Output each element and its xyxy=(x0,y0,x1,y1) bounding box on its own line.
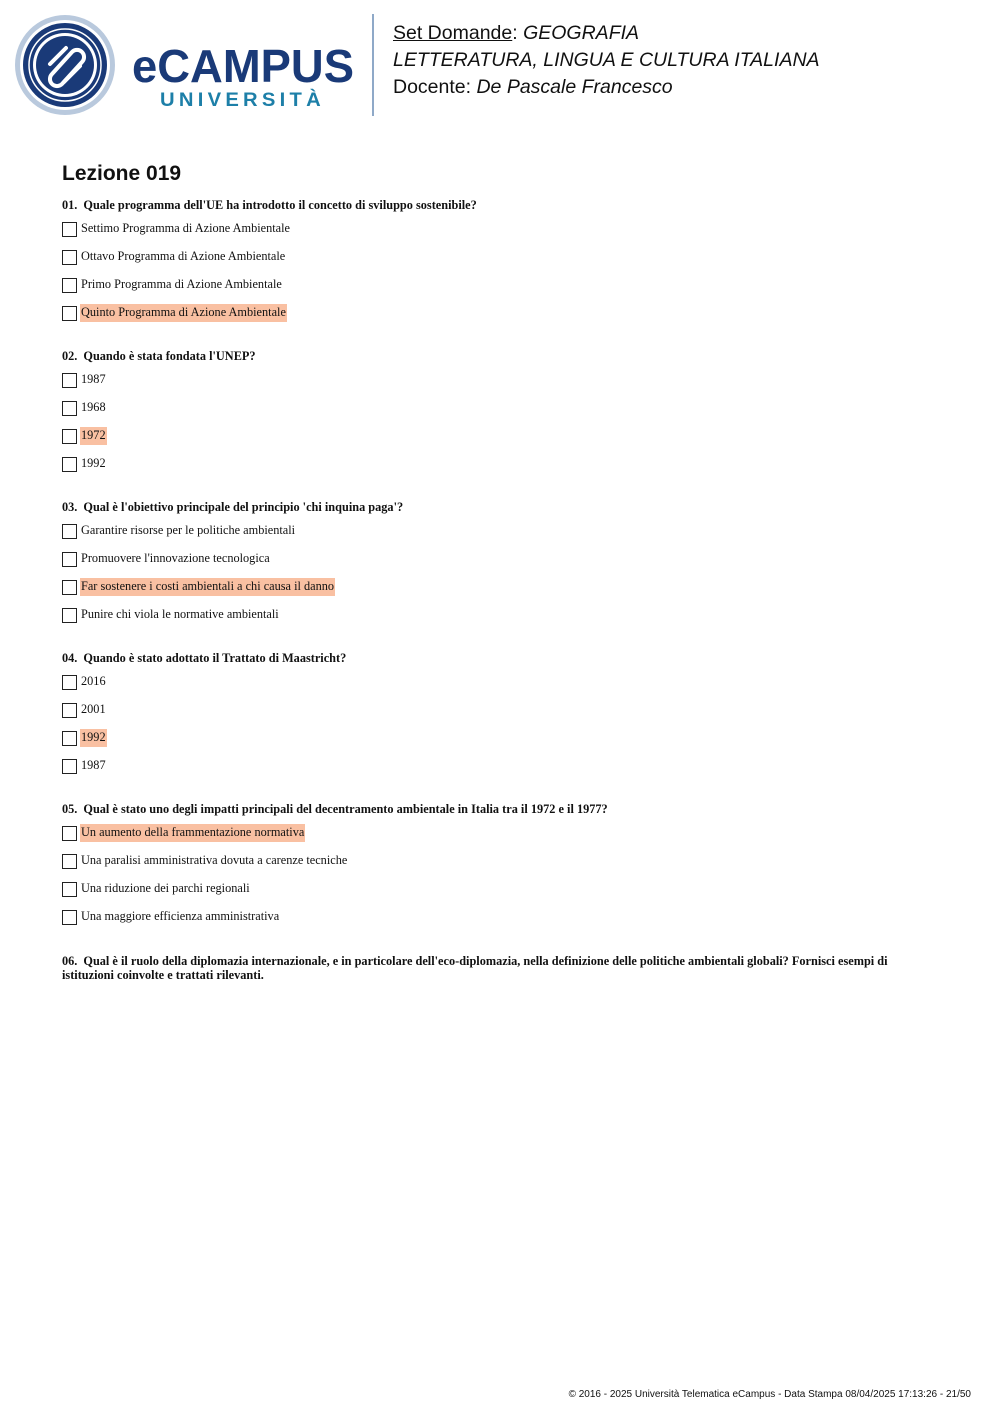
checkbox-icon[interactable] xyxy=(62,306,77,321)
course-name: LETTERATURA, LINGUA E CULTURA ITALIANA xyxy=(393,49,820,71)
answer-option[interactable] xyxy=(62,606,280,624)
svg-text:UNIVERSITÀ: UNIVERSITÀ xyxy=(160,90,316,111)
answer-option[interactable] xyxy=(62,371,107,389)
answer-option[interactable] xyxy=(62,220,291,238)
answer-option[interactable] xyxy=(62,455,107,473)
course-line xyxy=(393,47,820,74)
ecampus-seal-logo xyxy=(14,14,116,116)
question-label: Qual è il ruolo della diplomazia internazionale, e in particolare dell'eco-diplomazia, nella definizione delle politiche ambientali globali? Fornisci esempi di istituzioni coinvolte e trattati rilevanti. xyxy=(62,954,888,982)
checkbox-icon[interactable] xyxy=(62,250,77,265)
answer-option[interactable] xyxy=(62,880,251,898)
svg-text:eCAMPUS: eCAMPUS xyxy=(132,40,354,92)
question-number: 05. xyxy=(62,802,78,816)
question-text xyxy=(62,651,932,665)
answer-option-label: 2016 xyxy=(81,674,106,688)
question-number: 02. xyxy=(62,349,78,363)
answer-option[interactable] xyxy=(62,757,107,775)
question-number: 06. xyxy=(62,954,78,968)
checkbox-icon[interactable] xyxy=(62,552,77,567)
answer-option-label: Garantire risorse per le politiche ambientali xyxy=(81,523,296,537)
answer-option-label: Settimo Programma di Azione Ambientale xyxy=(81,221,291,235)
answer-option-label: 1987 xyxy=(81,758,106,772)
checkbox-icon[interactable] xyxy=(62,675,77,690)
teacher-label: Docente: xyxy=(393,76,477,98)
checkbox-icon[interactable] xyxy=(62,401,77,416)
answer-option-label: Punire chi viola le normative ambientali xyxy=(81,607,279,621)
checkbox-icon[interactable] xyxy=(62,524,77,539)
answer-option[interactable] xyxy=(62,427,107,445)
set-value: GEOGRAFIA xyxy=(523,22,640,44)
answer-option-label: Una maggiore efficienza amministrativa xyxy=(81,909,280,923)
checkbox-icon[interactable] xyxy=(62,854,77,869)
answer-option[interactable] xyxy=(62,276,283,294)
set-line xyxy=(393,20,820,47)
answer-option[interactable] xyxy=(62,701,107,719)
answer-option-label-highlighted: 1992 xyxy=(80,729,107,747)
question-text xyxy=(62,500,932,514)
question-number: 04. xyxy=(62,651,78,665)
checkbox-icon[interactable] xyxy=(62,882,77,897)
answer-option[interactable] xyxy=(62,399,107,417)
checkbox-icon[interactable] xyxy=(62,759,77,774)
set-separator: : xyxy=(512,22,524,44)
checkbox-icon[interactable] xyxy=(62,580,77,595)
answer-option[interactable] xyxy=(62,673,107,691)
checkbox-icon[interactable] xyxy=(62,278,77,293)
question-label: Qual è l'obiettivo principale del principio 'chi inquina paga'? xyxy=(83,500,404,514)
answer-option-label: Primo Programma di Azione Ambientale xyxy=(81,277,282,291)
question-label: Qual è stato uno degli impatti principali del decentramento ambientale in Italia tra il 1972 e il 1977? xyxy=(83,802,608,816)
checkbox-icon[interactable] xyxy=(62,910,77,925)
checkbox-icon[interactable] xyxy=(62,373,77,388)
answer-option-label-highlighted: Far sostenere i costi ambientali a chi causa il danno xyxy=(80,578,335,596)
checkbox-icon[interactable] xyxy=(62,703,77,718)
checkbox-icon[interactable] xyxy=(62,731,77,746)
answer-option-label: Promuovere l'innovazione tecnologica xyxy=(81,551,270,565)
answer-option[interactable] xyxy=(62,578,335,596)
checkbox-icon[interactable] xyxy=(62,826,77,841)
answer-option[interactable] xyxy=(62,550,271,568)
answer-option-label: Ottavo Programma di Azione Ambientale xyxy=(81,249,286,263)
header-divider xyxy=(372,14,374,116)
answer-option[interactable] xyxy=(62,304,287,322)
answer-option-label-highlighted: 1972 xyxy=(80,427,107,445)
answer-option-label: 1968 xyxy=(81,400,106,414)
question-text xyxy=(62,349,932,363)
checkbox-icon[interactable] xyxy=(62,429,77,444)
question-text xyxy=(62,198,932,212)
answer-option-label: Una riduzione dei parchi regionali xyxy=(81,881,250,895)
answer-option[interactable] xyxy=(62,824,305,842)
set-info xyxy=(393,20,820,101)
question-text xyxy=(62,954,932,982)
lesson-title: Lezione 019 xyxy=(62,162,182,185)
answer-option[interactable] xyxy=(62,908,280,926)
question-number: 01. xyxy=(62,198,78,212)
teacher-name: De Pascale Francesco xyxy=(476,76,673,98)
question-label: Quando è stata fondata l'UNEP? xyxy=(83,349,256,363)
ecampus-wordmark-logo xyxy=(132,40,357,112)
question-text xyxy=(62,802,932,816)
answer-option-label: 1992 xyxy=(81,456,106,470)
page-footer: © 2016 - 2025 Università Telematica eCampus - Data Stampa 08/04/2025 17:13:26 - 21/50 xyxy=(568,1389,971,1400)
answer-option-label-highlighted: Quinto Programma di Azione Ambientale xyxy=(80,304,287,322)
teacher-line xyxy=(393,74,820,101)
answer-option[interactable] xyxy=(62,522,296,540)
answer-option-label: Una paralisi amministrativa dovuta a carenze tecniche xyxy=(81,853,348,867)
answer-option[interactable] xyxy=(62,852,348,870)
checkbox-icon[interactable] xyxy=(62,608,77,623)
answer-option[interactable] xyxy=(62,729,107,747)
checkbox-icon[interactable] xyxy=(62,222,77,237)
set-label: Set Domande xyxy=(393,22,513,44)
question-label: Quando è stato adottato il Trattato di Maastricht? xyxy=(83,651,347,665)
question-number: 03. xyxy=(62,500,78,514)
answer-option[interactable] xyxy=(62,248,286,266)
checkbox-icon[interactable] xyxy=(62,457,77,472)
answer-option-label: 1987 xyxy=(81,372,106,386)
answer-option-label: 2001 xyxy=(81,702,106,716)
page-header xyxy=(0,0,1000,130)
answer-option-label-highlighted: Un aumento della frammentazione normativa xyxy=(80,824,305,842)
question-label: Quale programma dell'UE ha introdotto il concetto di sviluppo sostenibile? xyxy=(83,198,477,212)
